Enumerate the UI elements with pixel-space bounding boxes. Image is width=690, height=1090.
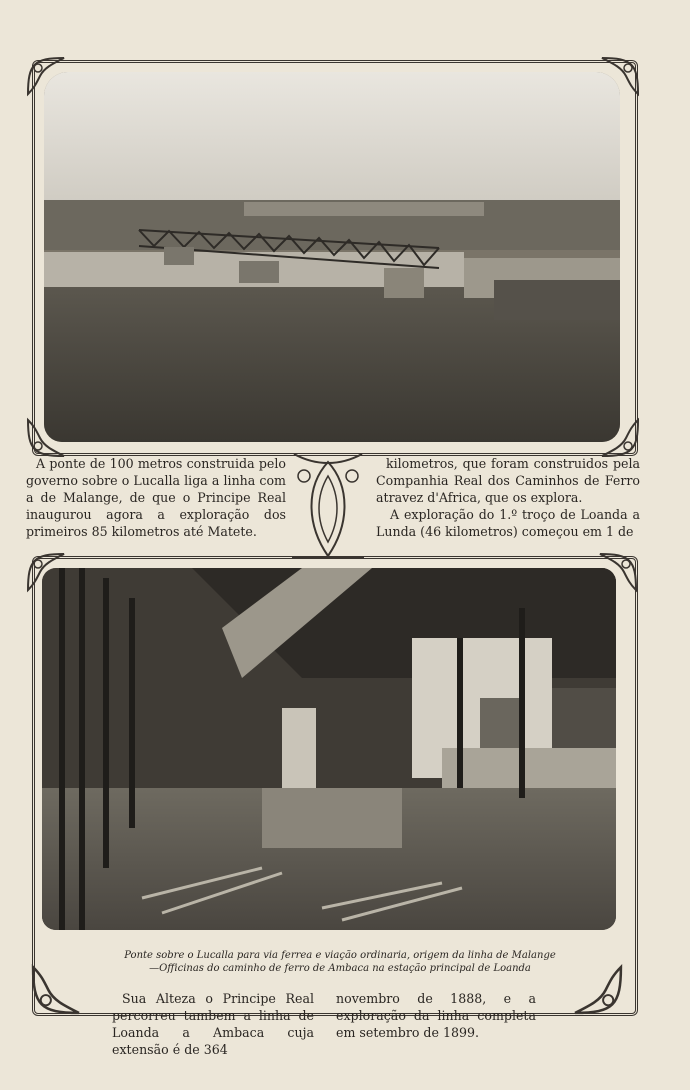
paragraph-loanda-lunda: A exploração do 1.º troço de Loanda a Lunda (46 kilometros) começou em 1 de [376,507,640,539]
corner-ornament-icon [598,416,642,460]
corner-ornament-icon [26,962,86,1018]
paragraph-company [376,455,640,540]
corner-ornament-icon [596,550,640,594]
corner-ornament-icon [598,54,642,98]
paragraph-prince: Sua Alteza o Principe Real percorreu tambem a linha de Loanda a Ambaca cuja extensão é de 364 [112,991,314,1057]
paragraph-company-line1: kilometros, que foram construidos pela Companhia Real dos Caminhos de Ferro atravez d'Africa, que os explora. [376,456,640,505]
corner-ornament-icon [24,550,68,594]
workshop-photo [42,568,616,930]
photo-caption: Ponte sobre o Lucalla para via ferrea e viação ordinaria, origem da linha de Malange—Officinas do caminho de ferro de Ambaca na estação principal de Loanda [124,950,556,974]
corner-ornament-icon [24,416,68,460]
corner-ornament-icon [568,962,628,1018]
paragraph-bridge: A ponte de 100 metros construida pelo governo sobre o Lucalla liga a linha com a de Malange, de que o Principe Real inaugurou agora a exploração dos primeiros 85 kilometros até Matete. [26,456,286,539]
paragraph-dates: novembro de 1888, e a exploração da linha completa em setembro de 1899. [336,991,536,1040]
corner-ornament-icon [24,54,68,98]
center-ornament-icon [286,446,370,564]
bridge-photo [44,72,620,442]
